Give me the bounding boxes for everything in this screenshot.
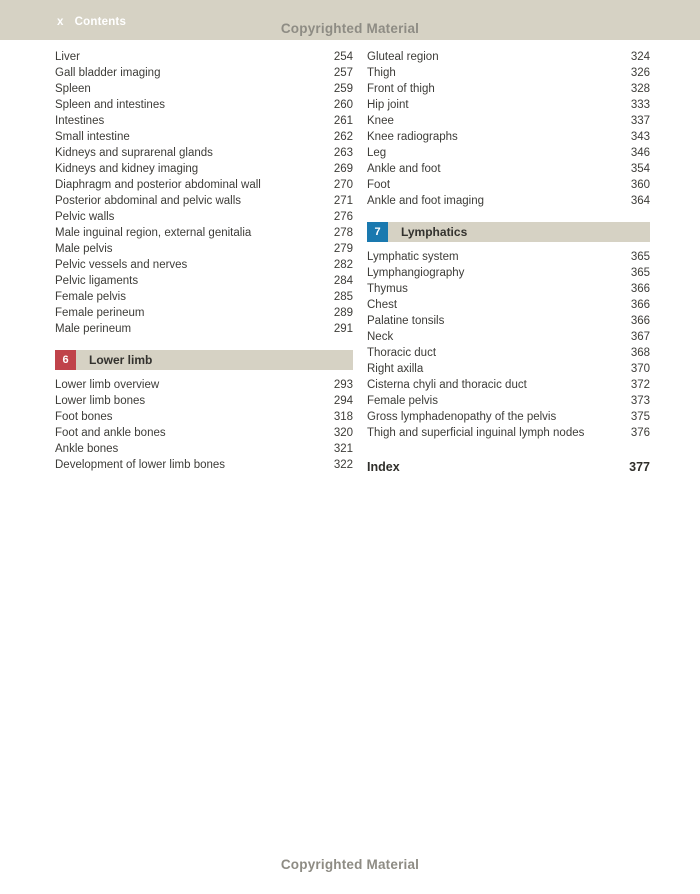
toc-entry-page: 360: [630, 179, 650, 191]
toc-entry-title: Palatine tonsils: [367, 315, 445, 327]
toc-entry: [55, 65, 353, 81]
toc-entry-page: 333: [630, 99, 650, 111]
section-7-header: [367, 222, 650, 242]
toc-entry-title: Right axilla: [367, 363, 424, 375]
toc-entry: [367, 409, 650, 425]
toc-entry-title: Chest: [367, 299, 398, 311]
toc-entry-title: Diaphragm and posterior abdominal wall: [55, 179, 261, 191]
toc-entry: [55, 161, 353, 177]
toc-entry-title: Kidneys and kidney imaging: [55, 163, 199, 175]
toc-entry-page: 257: [333, 67, 353, 79]
toc-entry-title: Intestines: [55, 115, 105, 127]
toc-entry-title: Ankle bones: [55, 443, 119, 455]
index-title: Index: [367, 460, 400, 474]
toc-entry-page: 260: [333, 99, 353, 111]
section-6-label: Lower limb: [76, 350, 353, 370]
toc-list-abdomen-pelvis: [55, 49, 353, 337]
toc-entry: [367, 65, 650, 81]
toc-entry-page: 365: [630, 267, 650, 279]
toc-entry-page: 321: [333, 443, 353, 455]
toc-entry: [367, 113, 650, 129]
toc-entry: [367, 313, 650, 329]
toc-entry-page: 365: [630, 251, 650, 263]
toc-entry-title: Small intestine: [55, 131, 130, 143]
toc-entry-page: 271: [333, 195, 353, 207]
toc-entry-page: 282: [333, 259, 353, 271]
toc-entry: [367, 393, 650, 409]
toc-entry-page: 285: [333, 291, 353, 303]
toc-entry: [55, 377, 353, 393]
toc-entry: [55, 289, 353, 305]
toc-entry-title: Lower limb bones: [55, 395, 146, 407]
toc-entry-title: Posterior abdominal and pelvic walls: [55, 195, 242, 207]
toc-entry: [367, 49, 650, 65]
toc-entry-title: Development of lower limb bones: [55, 459, 226, 471]
toc-entry-title: Spleen and intestines: [55, 99, 165, 111]
toc-entry: [55, 209, 353, 225]
toc-entry-title: Pelvic ligaments: [55, 275, 139, 287]
toc-entry: [367, 361, 650, 377]
toc-entry-title: Thigh and superficial inguinal lymph nodes: [367, 427, 585, 439]
section-7-label: Lymphatics: [388, 222, 650, 242]
toc-entry-page: 291: [333, 323, 353, 335]
toc-entry: [55, 321, 353, 337]
toc-entry-title: Ankle and foot: [367, 163, 441, 175]
toc-entry: [367, 425, 650, 441]
page-number: x: [57, 16, 64, 28]
toc-entry-title: Male perineum: [55, 323, 132, 335]
toc-entry: [55, 97, 353, 113]
toc-entry: [55, 457, 353, 473]
toc-entry-page: 337: [630, 115, 650, 127]
toc-entry-title: Male inguinal region, external genitalia: [55, 227, 252, 239]
toc-entry-title: Knee: [367, 115, 394, 127]
index-entry: [367, 459, 650, 475]
toc-list-lower-limb-continued: [367, 49, 650, 209]
index-page: 377: [629, 460, 650, 474]
toc-entry: [367, 129, 650, 145]
watermark-top: Copyrighted Material: [280, 21, 420, 36]
toc-entry-page: 270: [333, 179, 353, 191]
toc-entry-title: Hip joint: [367, 99, 409, 111]
toc-entry-page: 372: [630, 379, 650, 391]
toc-entry: [55, 145, 353, 161]
toc-entry-title: Leg: [367, 147, 387, 159]
toc-entry-title: Foot and ankle bones: [55, 427, 166, 439]
toc-entry-page: 343: [630, 131, 650, 143]
toc-entry-title: Spleen: [55, 83, 91, 95]
toc-entry: [367, 377, 650, 393]
page-title: Contents: [74, 16, 127, 28]
toc-entry: [55, 113, 353, 129]
toc-content: [55, 49, 650, 475]
toc-entry-title: Front of thigh: [367, 83, 435, 95]
toc-entry: [367, 329, 650, 345]
toc-entry-page: 289: [333, 307, 353, 319]
toc-entry-page: 364: [630, 195, 650, 207]
section-6-badge: 6: [55, 350, 76, 370]
toc-entry-page: 322: [333, 459, 353, 471]
toc-entry-title: Thoracic duct: [367, 347, 437, 359]
toc-right-column: [367, 49, 650, 475]
toc-entry-page: 284: [333, 275, 353, 287]
toc-entry-page: 354: [630, 163, 650, 175]
toc-entry: [55, 81, 353, 97]
toc-entry-page: 279: [333, 243, 353, 255]
toc-entry-title: Foot: [367, 179, 391, 191]
toc-entry: [367, 193, 650, 209]
toc-entry-title: Ankle and foot imaging: [367, 195, 484, 207]
watermark-bottom: Copyrighted Material: [280, 857, 420, 872]
toc-entry-page: 366: [630, 283, 650, 295]
toc-entry-page: 318: [333, 411, 353, 423]
toc-entry: [55, 177, 353, 193]
toc-entry-title: Kidneys and suprarenal glands: [55, 147, 213, 159]
toc-entry-page: 259: [333, 83, 353, 95]
toc-entry-page: 373: [630, 395, 650, 407]
toc-entry-title: Cisterna chyli and thoracic duct: [367, 379, 527, 391]
toc-entry-title: Neck: [367, 331, 394, 343]
toc-entry-page: 375: [630, 411, 650, 423]
toc-list-lymphatics: [367, 249, 650, 441]
toc-entry-title: Thymus: [367, 283, 408, 295]
toc-entry-page: 370: [630, 363, 650, 375]
toc-entry-page: 366: [630, 299, 650, 311]
toc-entry-title: Lymphangiography: [367, 267, 465, 279]
toc-entry-title: Thigh: [367, 67, 396, 79]
toc-entry-page: 320: [333, 427, 353, 439]
toc-entry: [367, 249, 650, 265]
toc-entry-title: Male pelvis: [55, 243, 113, 255]
toc-entry: [55, 193, 353, 209]
toc-entry-page: 368: [630, 347, 650, 359]
toc-entry-title: Gross lymphadenopathy of the pelvis: [367, 411, 557, 423]
toc-entry-title: Knee radiographs: [367, 131, 458, 143]
toc-entry: [367, 345, 650, 361]
toc-entry-page: 261: [333, 115, 353, 127]
toc-entry: [55, 273, 353, 289]
toc-entry-title: Female perineum: [55, 307, 145, 319]
toc-entry-page: 326: [630, 67, 650, 79]
toc-entry-page: 324: [630, 51, 650, 63]
toc-entry: [55, 225, 353, 241]
toc-entry: [367, 265, 650, 281]
toc-entry-page: 366: [630, 315, 650, 327]
section-6-header: [55, 350, 353, 370]
toc-list-lower-limb: [55, 377, 353, 473]
toc-entry-title: Pelvic vessels and nerves: [55, 259, 188, 271]
toc-entry: [55, 441, 353, 457]
toc-entry-page: 293: [333, 379, 353, 391]
toc-entry-page: 269: [333, 163, 353, 175]
toc-entry-title: Female pelvis: [55, 291, 126, 303]
section-7-badge: 7: [367, 222, 388, 242]
header-bar: [0, 0, 700, 40]
toc-entry-title: Pelvic walls: [55, 211, 115, 223]
toc-entry: [55, 409, 353, 425]
toc-entry-title: Gall bladder imaging: [55, 67, 161, 79]
toc-entry-page: 263: [333, 147, 353, 159]
toc-entry: [367, 281, 650, 297]
toc-entry: [367, 161, 650, 177]
toc-entry: [55, 241, 353, 257]
toc-entry: [367, 297, 650, 313]
toc-entry-page: 278: [333, 227, 353, 239]
toc-entry-page: 367: [630, 331, 650, 343]
toc-entry-page: 376: [630, 427, 650, 439]
toc-entry: [55, 129, 353, 145]
toc-entry-title: Gluteal region: [367, 51, 439, 63]
toc-left-column: [55, 49, 353, 475]
toc-entry-page: 294: [333, 395, 353, 407]
toc-entry: [55, 305, 353, 321]
toc-entry: [367, 81, 650, 97]
toc-entry-title: Lower limb overview: [55, 379, 160, 391]
toc-entry-title: Female pelvis: [367, 395, 438, 407]
toc-entry: [367, 177, 650, 193]
toc-entry-title: Lymphatic system: [367, 251, 459, 263]
toc-entry: [367, 145, 650, 161]
toc-entry-page: 276: [333, 211, 353, 223]
toc-entry-page: 254: [333, 51, 353, 63]
toc-entry: [55, 425, 353, 441]
toc-entry: [367, 97, 650, 113]
toc-entry-page: 328: [630, 83, 650, 95]
toc-entry-title: Liver: [55, 51, 80, 63]
toc-entry: [55, 393, 353, 409]
toc-entry: [55, 257, 353, 273]
toc-entry-page: 346: [630, 147, 650, 159]
toc-entry-title: Foot bones: [55, 411, 113, 423]
toc-entry-page: 262: [333, 131, 353, 143]
toc-entry: [55, 49, 353, 65]
